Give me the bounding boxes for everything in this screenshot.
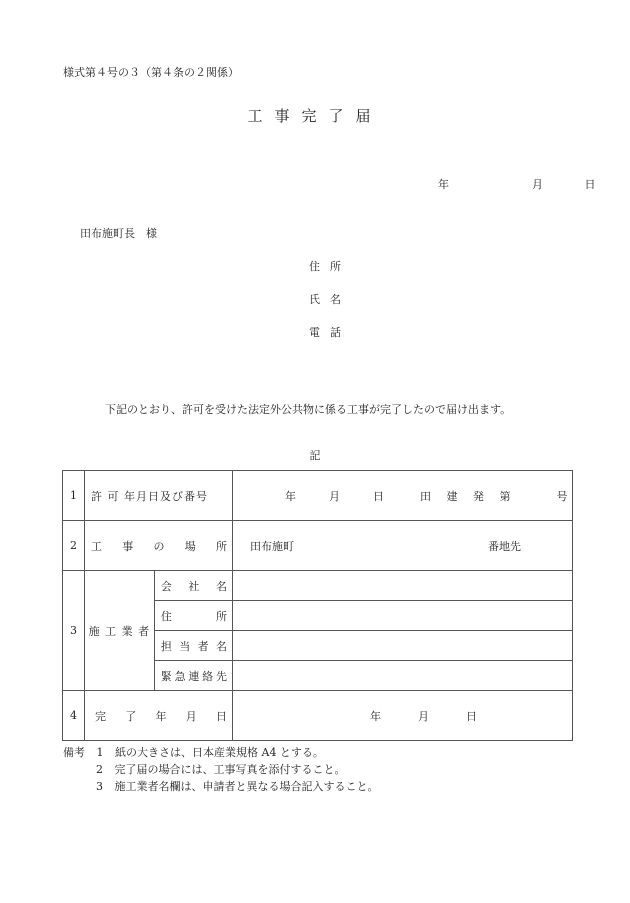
note-item xyxy=(63,778,379,795)
town-name: 田布施町 xyxy=(250,539,294,553)
note-item xyxy=(63,761,379,778)
label-char: 年 xyxy=(155,709,167,723)
label-char: 緊 xyxy=(160,669,172,683)
permit-value-cell[interactable] xyxy=(233,471,573,521)
location-label xyxy=(85,521,233,571)
company-label xyxy=(154,571,232,601)
label-char: 工 xyxy=(91,539,102,553)
note-text: 紙の大きさは、日本産業規格 A4 とする。 xyxy=(115,746,324,759)
label-char: 者 xyxy=(197,639,209,653)
ki-heading: 記 xyxy=(309,449,321,462)
note-item xyxy=(63,744,379,761)
label-char: 場 xyxy=(184,539,196,553)
permit-label: 許 可 年月日及び番号 xyxy=(85,471,233,521)
label-char: 月 xyxy=(185,709,197,723)
note-text: 施工業者名欄は、申請者と異なる場合記入すること。 xyxy=(114,780,379,793)
label-char: 了 xyxy=(125,709,137,723)
person-in-charge-label xyxy=(154,631,232,661)
submission-date xyxy=(438,176,596,192)
applicant-name[interactable] xyxy=(309,291,351,307)
address-label: 住所 xyxy=(309,260,351,273)
row-number: 2 xyxy=(63,521,85,571)
permit-prefix: 田 建 発 第 xyxy=(420,489,517,503)
note-number: 2 xyxy=(96,763,103,776)
contractor-address-value-cell[interactable] xyxy=(233,601,573,631)
addressee: 田布施町長 様 xyxy=(80,227,157,240)
page-title: 工事完了届 xyxy=(247,107,383,125)
label-char: 住 xyxy=(160,609,172,623)
form-number: 様式第４号の３（第４条の２関係） xyxy=(63,66,239,79)
label-char: 日 xyxy=(216,709,227,723)
label-char: 当 xyxy=(179,639,191,653)
label-char: の xyxy=(153,539,165,553)
body-text: 下記のとおり、許可を受けた法定外公共物に係る工事が完了したので届け出ます。 xyxy=(105,403,512,416)
row-number: 3 xyxy=(63,571,85,691)
label-char: 名 xyxy=(216,639,227,653)
day-label: 日 xyxy=(584,178,596,191)
contractor-label: 施 工 業 者 xyxy=(85,571,155,691)
contractor-address-label xyxy=(154,601,232,631)
person-in-charge-value-cell[interactable] xyxy=(233,631,573,661)
label-char: 急 xyxy=(174,669,186,683)
note-number: 3 xyxy=(96,780,103,793)
row-number: 4 xyxy=(63,691,85,741)
month-label: 月 xyxy=(418,709,429,723)
applicant-address[interactable] xyxy=(309,258,351,274)
notes-heading: 備考 xyxy=(63,746,85,759)
applicant-phone[interactable] xyxy=(309,324,351,340)
location-value-cell[interactable] xyxy=(233,521,573,571)
phone-label: 電話 xyxy=(309,326,351,339)
emergency-contact-value-cell[interactable] xyxy=(233,661,573,691)
table-row-permit xyxy=(63,471,573,521)
label-char: 所 xyxy=(216,539,227,553)
label-char: 担 xyxy=(160,639,172,653)
month-label: 月 xyxy=(329,489,340,503)
label-char: 完 xyxy=(95,709,106,723)
label-char: 会 xyxy=(160,579,172,593)
completion-date-value-cell[interactable] xyxy=(233,691,573,741)
label-char: 名 xyxy=(215,579,227,593)
label-char: 連 xyxy=(188,669,200,683)
emergency-contact-label xyxy=(154,661,232,691)
table-row-completion-date xyxy=(63,691,573,741)
lot-suffix: 番地先 xyxy=(488,539,521,553)
number-label: 号 xyxy=(556,489,568,503)
table-row-contractor-company xyxy=(63,571,573,601)
day-label: 日 xyxy=(466,709,477,723)
label-char: 事 xyxy=(122,539,134,553)
label-char: 絡 xyxy=(202,669,214,683)
note-text: 完了届の場合には、工事写真を添付すること。 xyxy=(114,763,346,776)
completion-form-table xyxy=(62,470,573,741)
completion-date-label xyxy=(85,691,233,741)
company-value-cell[interactable] xyxy=(233,571,573,601)
row-number: 1 xyxy=(63,471,85,521)
label-char: 所 xyxy=(216,609,227,623)
name-label: 氏名 xyxy=(309,293,351,306)
year-label: 年 xyxy=(438,178,449,191)
notes-section xyxy=(63,744,379,795)
day-label: 日 xyxy=(373,489,384,503)
label-char: 先 xyxy=(215,669,227,683)
label-char: 社 xyxy=(188,579,200,593)
month-label: 月 xyxy=(532,178,543,191)
year-label: 年 xyxy=(285,489,296,503)
note-number: 1 xyxy=(96,746,104,759)
year-label: 年 xyxy=(370,709,381,723)
table-row-location xyxy=(63,521,573,571)
